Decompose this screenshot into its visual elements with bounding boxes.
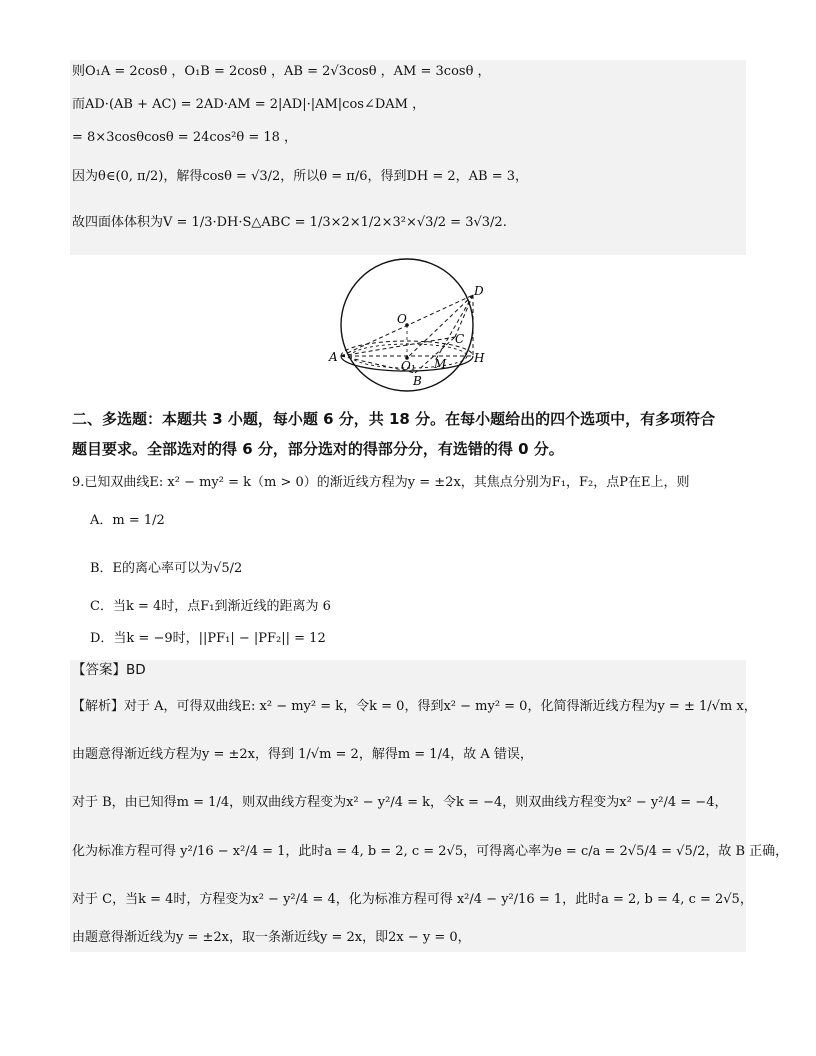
sphere-diagram <box>327 255 487 398</box>
option-d: D．当k = −9时，||PF₁| − |PF₂|| = 12 <box>90 631 326 646</box>
analysis-line-3: 对于 B，由已知得m = 1/4，则双曲线方程变为x² − y²/4 = k，令k = −4，则双曲线方程变为x² − y²/4 = −4， <box>72 795 728 810</box>
label-O1: O₁ <box>401 359 416 373</box>
solution-line-4: 因为θ∈(0, π/2)，解得cosθ = √3/2，所以θ = π/6，得到DH = 2，AB = 3， <box>72 169 529 184</box>
analysis-line-6: 由题意得渐近线为y = ±2x，取一条渐近线y = 2x，即2x − y = 0， <box>72 930 471 945</box>
option-a: A．m = 1/2 <box>90 513 165 528</box>
sphere-figure <box>327 255 487 398</box>
answer-label: 【答案】BD <box>72 662 146 678</box>
section-heading-1: 二、多选题：本题共 3 小题，每小题 6 分，共 18 分。在每小题给出的四个选项中，有多项符合 <box>72 410 716 428</box>
section-heading-2: 题目要求。全部选对的得 6 分，部分选对的得部分分，有选错的得 0 分。 <box>72 440 564 458</box>
solution-line-5: 故四面体体积为V = 1/3·DH·S△ABC = 1/3×2×1/2×3²×√3/2 = 3√3/2. <box>72 215 507 230</box>
solution-line-3: = 8×3cosθcosθ = 24cos²θ = 18 ， <box>72 130 298 145</box>
label-C: C <box>455 332 465 346</box>
label-O: O <box>397 312 407 326</box>
label-H: H <box>474 351 485 365</box>
option-c: C．当k = 4时，点F₁到渐近线的距离为 6 <box>90 599 331 614</box>
analysis-line-1: 【解析】对于 A，可得双曲线E: x² − my² = k，令k = 0，得到x² − my² = 0，化简得渐近线方程为y = ± 1/√m x， <box>72 699 757 714</box>
analysis-line-2: 由题意得渐近线方程为y = ±2x，得到 1/√m = 2，解得m = 1/4，故 A 错误， <box>72 747 533 762</box>
label-B: B <box>413 374 422 388</box>
question-stem: 9.已知双曲线E: x² − my² = k（m > 0）的渐近线方程为y = ±2x，其焦点分别为F₁，F₂，点P在E上，则 <box>72 475 690 490</box>
analysis-line-4: 化为标准方程可得 y²/16 − x²/4 = 1，此时a = 4, b = 2, c = 2√5，可得离心率为e = c/a = 2√5/4 = √5/2，故 B 正确， <box>72 844 789 859</box>
solution-line-1: 则O₁A = 2cosθ ，O₁B = 2cosθ ，AB = 2√3cosθ ，AM = 3cosθ ， <box>72 64 491 79</box>
label-D: D <box>474 284 484 298</box>
analysis-line-5: 对于 C，当k = 4时，方程变为x² − y²/4 = 4，化为标准方程可得 x²/4 − y²/16 = 1，此时a = 2, b = 4, c = 2√5， <box>72 892 753 907</box>
label-M: M <box>434 357 447 371</box>
label-A: A <box>329 350 338 364</box>
solution-line-2: 而AD·(AB + AC) = 2AD·AM = 2|AD|·|AM|cos∠DAM ， <box>72 97 426 112</box>
option-b: B．E的离心率可以为√5/2 <box>90 561 243 576</box>
